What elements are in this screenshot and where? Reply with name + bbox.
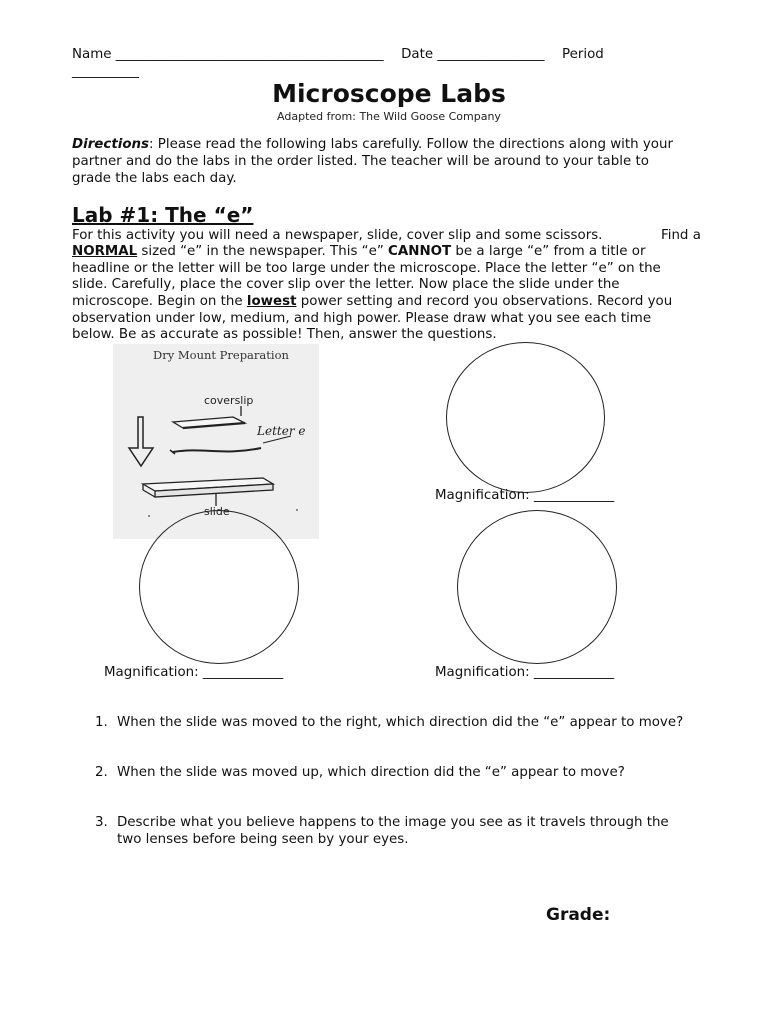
letter-label: Letter e	[257, 424, 306, 438]
name-field-label[interactable]: Name ________________________________________	[72, 47, 384, 62]
question-3	[95, 815, 669, 832]
drawing-circle-bottom-right[interactable]	[457, 510, 617, 664]
lab1-line-2a: sized “e” in the newspaper. This “e”	[137, 244, 389, 259]
slide-label: slide	[204, 505, 230, 518]
lab1-line-6: observation under low, medium, and high power. Please draw what you see each time	[72, 311, 652, 326]
lab1-line-7: below. Be as accurate as possible! Then, answer the questions.	[72, 327, 497, 342]
magnification-label-bottom-left[interactable]: Magnification: ____________	[104, 665, 284, 680]
lab1-line-1b: Find a	[661, 228, 701, 243]
lowest-emphasis: lowest	[246, 294, 297, 309]
coverslip-label: coverslip	[204, 394, 254, 407]
down-arrow-icon	[129, 417, 153, 466]
magnification-label-bottom-right[interactable]: Magnification: ____________	[435, 665, 615, 680]
lab1-line-2b: be a large “e” from a title or	[451, 244, 646, 259]
lab1-line-5a: microscope. Begin on the	[72, 294, 247, 309]
period-field-label: Period	[562, 47, 604, 62]
question-text: When the slide was moved to the right, which direction did the “e” appear to move?	[117, 715, 684, 730]
page-title: Microscope Labs	[272, 79, 506, 108]
question-number: 1.	[95, 715, 108, 730]
letter-strip-shape	[173, 448, 261, 452]
grade-label: Grade:	[546, 905, 611, 925]
directions-line-3: grade the labs each day.	[72, 171, 237, 186]
cannot-emphasis: CANNOT	[388, 244, 452, 259]
directions-text-1: : Please read the following labs carefully. Follow the directions along with your	[149, 137, 673, 152]
lab1-line-4: slide. Carefully, place the cover slip over the letter. Now place the slide under the	[72, 277, 620, 292]
question-text: When the slide was moved up, which direction did the “e” appear to move?	[117, 765, 625, 780]
page-subtitle: Adapted from: The Wild Goose Company	[277, 110, 501, 123]
lab1-line-5b: power setting and record you observations. Record you	[296, 294, 673, 309]
directions-line-1	[72, 137, 673, 154]
question-number: 3.	[95, 815, 108, 830]
directions-line-2: partner and do the labs in the order listed. The teacher will be around to your table to	[72, 154, 649, 169]
question-number: 2.	[95, 765, 108, 780]
magnification-label-top-right[interactable]: Magnification: ____________	[435, 488, 615, 503]
normal-emphasis: NORMAL	[72, 244, 138, 259]
drawing-circle-top-right[interactable]	[446, 342, 605, 493]
period-blank[interactable]: __________	[72, 64, 139, 79]
lab1-line-5	[72, 294, 672, 311]
question-text: Describe what you believe happens to the image you see as it travels through the	[117, 815, 669, 830]
drawing-circle-bottom-left[interactable]	[139, 510, 299, 664]
lab1-line-3: headline or the letter will be too large under the microscope. Place the letter “e” on the	[72, 261, 661, 276]
header-line	[72, 47, 604, 64]
lab1-heading: Lab #1: The “e”	[72, 203, 254, 227]
lab1-line-2	[72, 244, 645, 261]
directions-label: Directions	[72, 137, 150, 152]
question-2	[95, 765, 625, 782]
diagram-title: Dry Mount Preparation	[153, 348, 289, 362]
question-1	[95, 715, 683, 732]
lab1-line-1a: For this activity you will need a newspaper, slide, cover slip and some scissors.	[72, 228, 603, 243]
question-3-continued: two lenses before being seen by your eyes.	[117, 832, 409, 847]
date-field-label[interactable]: Date ________________	[401, 47, 545, 62]
